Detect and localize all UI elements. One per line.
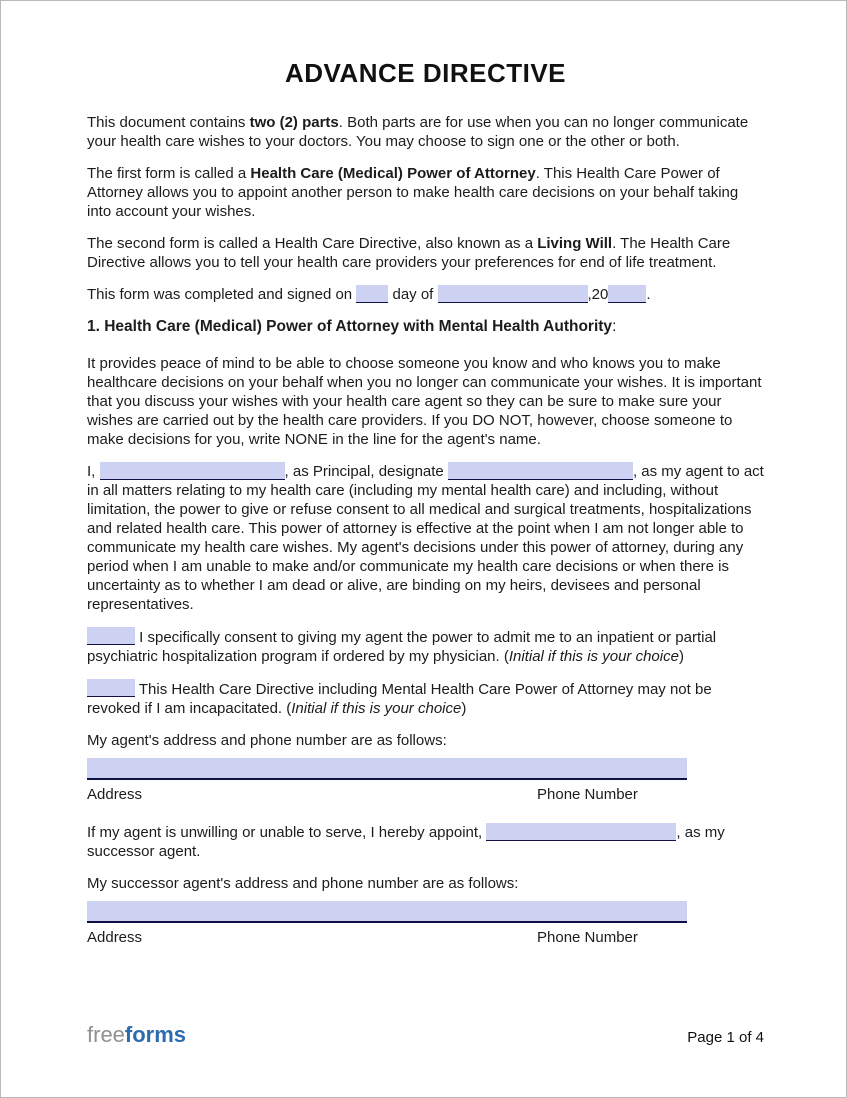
- text-segment: . The Health Care Directive allows you to tell your health care providers your preferences for end of life treatment.: [87, 235, 731, 271]
- text-segment-bold: Health Care (Medical) Power of Attorney: [250, 165, 536, 182]
- signed-date-line: [87, 285, 764, 304]
- text-segment: This Health Care Directive including Mental Health Care Power of Attorney may not be revoked if I am incapacitated. (: [87, 681, 712, 717]
- agent-name-field[interactable]: [448, 462, 633, 480]
- psychiatric-consent-initials-field[interactable]: [87, 627, 135, 645]
- text-segment: . This Health Care Power of Attorney allows you to appoint another person to make health care decisions on your behalf taking into account your wishes.: [87, 165, 739, 220]
- section-1-heading: [87, 317, 764, 336]
- text-segment: , as my successor agent.: [87, 824, 725, 860]
- successor-address-column-labels: [87, 928, 687, 947]
- freeforms-logo: [87, 1023, 186, 1047]
- section-1-intro-paragraph: It provides peace of mind to be able to choose someone you know and who knows you to make healthcare decisions on your behalf when you no longer can communicate your wishes. It is important that you discuss your wishes with your health care agent so they can be sure to make sure your wishes are carried out by the health care providers. If you DO NOT, however, choose someone to make decisions for you, write NONE in the line for the agent's name.: [87, 355, 762, 448]
- page-footer: [87, 1023, 764, 1047]
- text-segment: If my agent is unwilling or unable to serve, I hereby appoint,: [87, 824, 487, 841]
- text-segment: I,: [87, 463, 100, 480]
- agent-address-column-labels: [87, 785, 687, 804]
- psychiatric-consent-paragraph: [87, 627, 764, 666]
- address-column-label: Address: [87, 929, 143, 946]
- address-column-label: Address: [87, 786, 143, 803]
- text-segment-italic: Initial if this is your choice: [508, 648, 679, 665]
- signed-year-field[interactable]: [608, 285, 646, 303]
- agent-address-phone-field[interactable]: [87, 758, 687, 780]
- no-revoke-consent-paragraph: [87, 679, 764, 718]
- page-indicator: Page 1 of 4: [687, 1029, 764, 1046]
- signed-day-field[interactable]: [356, 285, 388, 303]
- agent-designation-paragraph: [87, 462, 764, 614]
- intro-paragraph-3: [87, 234, 764, 272]
- text-segment: ): [678, 648, 684, 665]
- document-title: ADVANCE DIRECTIVE: [284, 58, 567, 88]
- text-segment-italic: Initial if this is your choice: [291, 700, 462, 717]
- successor-address-phone-field[interactable]: [87, 901, 687, 923]
- agent-address-label: My agent's address and phone number are as follows:: [87, 732, 447, 749]
- text-segment: ,20: [587, 286, 609, 303]
- heading-colon: :: [612, 318, 617, 335]
- text-segment: , as Principal, designate: [284, 463, 448, 480]
- logo-text-forms: forms: [124, 1022, 187, 1047]
- successor-address-label: My successor agent's address and phone number are as follows:: [87, 875, 519, 892]
- signed-month-field[interactable]: [438, 285, 588, 303]
- successor-agent-paragraph: [87, 823, 764, 861]
- text-segment: day of: [388, 286, 438, 303]
- text-segment: The first form is called a: [87, 165, 251, 182]
- text-segment: . Both parts are for use when you can no longer communicate your health care wishes to your doctors. You may choose to sign one or the other or both.: [87, 114, 749, 150]
- text-segment-bold: two (2) parts: [249, 114, 339, 131]
- text-segment: .: [646, 286, 651, 303]
- logo-text-free: free: [87, 1022, 125, 1047]
- phone-number-column-label: Phone Number: [537, 786, 638, 803]
- text-segment: The second form is called a Health Care Directive, also known as a: [87, 235, 538, 252]
- text-segment: I specifically consent to giving my agent the power to admit me to an inpatient or partial psychiatric hospitalization program if ordered by my physician. (: [87, 629, 717, 665]
- text-segment: ): [461, 700, 467, 717]
- phone-number-column-label: Phone Number: [537, 929, 638, 946]
- text-segment: This document contains: [87, 114, 250, 131]
- intro-paragraph-2: [87, 164, 764, 221]
- text-segment: , as my agent to act in all matters relating to my health care (including my mental health care) and including, without limitation, the power to give or refuse consent to all medical and surgical treatments, hospitalizations and related health care. This power of attorney is effective at the point when I am not longer able to communicate my health care wishes. My agent's decisions under this power of attorney, during any period when I am unable to make and/or communicate my health care decisions or when there is uncertainty as to whether I am dead or alive, are binding on my heirs, devisees and personal representatives.: [87, 463, 764, 613]
- text-segment: This form was completed and signed on: [87, 286, 357, 303]
- successor-agent-name-field[interactable]: [486, 823, 676, 841]
- heading-text: 1. Health Care (Medical) Power of Attorney with Mental Health Authority: [87, 318, 613, 335]
- no-revoke-initials-field[interactable]: [87, 679, 135, 697]
- principal-name-field[interactable]: [100, 462, 285, 480]
- text-segment-bold: Living Will: [537, 235, 613, 252]
- intro-paragraph-1: [87, 113, 764, 151]
